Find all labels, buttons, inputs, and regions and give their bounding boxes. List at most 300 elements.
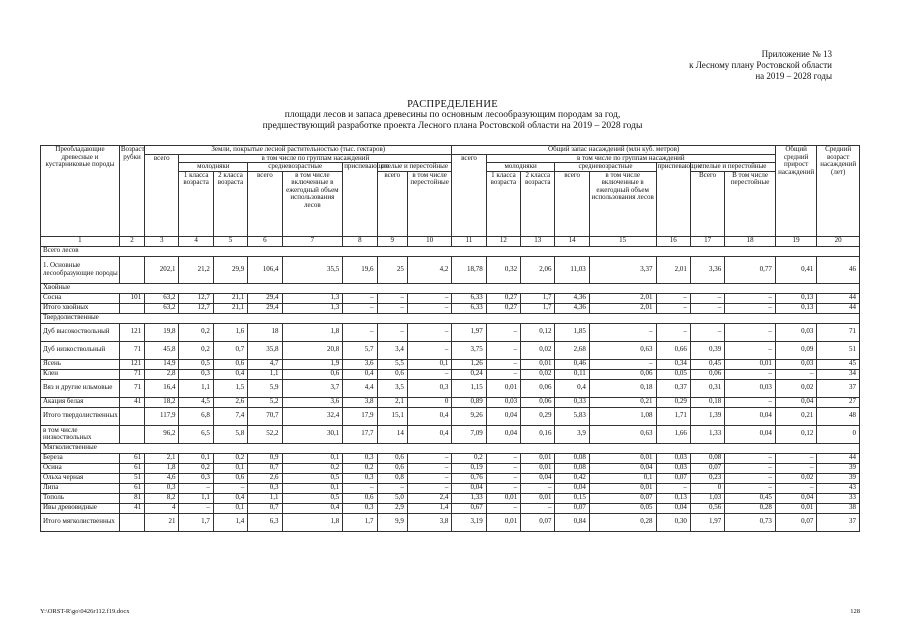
table-row [41,293,860,303]
table-cell: 2,6 [213,397,247,407]
header-area-young: молодняки [179,163,248,172]
table-cell: 0,04 [486,407,520,425]
table-cell: 41 [119,397,144,407]
title-line: площади лесов и запаса древесины по основным лесообразующим породам за год, [284,110,621,120]
column-number: 4 [179,236,213,246]
table-cell: 0,12 [775,425,816,443]
table-cell: 5,8 [213,425,247,443]
table-cell: 0,01 [486,513,520,531]
table-cell: 1,7 [179,513,213,531]
row-species-name: Итого мягколиственных [41,513,120,531]
table-cell: 2,68 [555,341,589,359]
table-cell: 0,3 [407,379,452,397]
table-row [41,359,860,369]
table-cell: 117,9 [145,407,179,425]
header-stock-mature: спелые и перестойные [690,163,775,172]
table-cell: – [690,303,724,313]
table-cell: 0,4 [343,369,377,379]
table-cell: – [725,341,776,359]
appendix-line: на 2019 – 2028 годы [755,71,832,81]
table-cell: 0,05 [656,369,690,379]
table-cell: 0,01 [521,463,555,473]
column-number: 1 [41,236,120,246]
row-species-name: Дуб высокоствольный [41,323,120,341]
table-cell: 0,13 [775,293,816,303]
table-cell: 0,04 [486,425,520,443]
table-cell: 0,04 [656,503,690,513]
table-cell: – [486,323,520,341]
table-cell: 1,97 [690,513,724,531]
table-cell: 3,4 [377,341,407,359]
table-row [41,323,860,341]
table-cell: 0,42 [555,473,589,483]
row-species-name: Липа [41,483,120,493]
table-cell: – [407,293,452,303]
footer-page-number: 128 [850,608,860,615]
table-cell: 0,06 [690,369,724,379]
table-row [41,483,860,493]
table-cell: 0,89 [452,397,486,407]
row-species-name: Клен [41,369,120,379]
table-cell: 0,07 [690,463,724,473]
header-avg-age: Средний возраст насаждений (лет) [817,146,860,237]
table-cell: 0,01 [486,493,520,503]
table-cell: 0,1 [213,463,247,473]
table-cell: 19,8 [145,323,179,341]
table-cell: 1,1 [179,379,213,397]
header-stock-class2: 2 класса возраста [521,171,555,236]
table-cell: 6,3 [248,513,282,531]
row-species-name: Итого хвойных [41,303,120,313]
table-cell: – [589,359,656,369]
table-row [41,425,860,443]
table-cell: 7,4 [213,407,247,425]
table-cell: – [725,323,776,341]
table-cell: 63,2 [145,293,179,303]
table-cell: 1,85 [555,323,589,341]
table-cell: 0,6 [343,493,377,503]
header-stock-included: в том числе включенные в ежегодный объем использования лесов [589,171,656,236]
header-stock-class1: 1 класса возраста [486,171,520,236]
table-cell: 1,7 [521,303,555,313]
table-cell: 0,04 [589,463,656,473]
table-cell: 71 [119,379,144,397]
table-cell: – [486,463,520,473]
table-cell: – [343,303,377,313]
table-cell: 0,01 [589,483,656,493]
section-row [41,283,860,293]
table-cell: 0,1 [282,453,343,463]
header-area-total: всего [145,154,179,236]
table-cell: 0,2 [452,453,486,463]
table-cell: – [486,483,520,493]
table-cell: – [407,483,452,493]
header-stock-overmature: В том числе перестойные [725,171,776,236]
table-cell: 4,4 [343,379,377,397]
table-cell: 1,5 [213,379,247,397]
table-cell: 0,01 [486,379,520,397]
table-cell: 0,05 [589,503,656,513]
table-cell: – [486,503,520,513]
table-cell: – [725,369,776,379]
table-cell: 0,08 [555,463,589,473]
column-number: 6 [248,236,282,246]
table-cell: 0,04 [775,493,816,503]
row-species-name: Итого твердолиственных [41,407,120,425]
table-cell: 52,2 [248,425,282,443]
table-cell: 1,1 [248,493,282,503]
table-cell: 0,1 [213,503,247,513]
table-cell: 0,7 [213,341,247,359]
table-cell: 0,2 [179,341,213,359]
table-cell: 1,1 [179,493,213,503]
column-number: 10 [407,236,452,246]
table-cell: 44 [817,293,860,303]
table-cell: 71 [119,369,144,379]
table-cell: 0,3 [343,503,377,513]
row-species-name: Акация белая [41,397,120,407]
table-cell: 14 [377,425,407,443]
table-cell: 39 [817,463,860,473]
table-cell: 121 [119,323,144,341]
table-cell: 0,4 [282,503,343,513]
table-cell: 0,2 [179,323,213,341]
table-cell: 0,01 [521,493,555,503]
table-cell: 4,2 [407,256,452,283]
table-row [41,341,860,359]
table-cell: 63,2 [145,303,179,313]
table-cell: – [343,293,377,303]
table-cell: 35,5 [282,256,343,283]
table-cell [119,407,144,425]
table-cell: 0,01 [725,359,776,369]
table-cell: 3,9 [555,425,589,443]
column-number: 7 [282,236,343,246]
table-cell: 18,78 [452,256,486,283]
table-cell: – [656,293,690,303]
table-cell: 30,1 [282,425,343,443]
table-cell: 17,7 [343,425,377,443]
table-cell: 0,13 [656,493,690,503]
header-area-included: в том числе включенные в ежегодный объем использования лесов [282,171,343,236]
table-cell: 0,6 [377,463,407,473]
table-row [41,407,860,425]
table-cell: 0,3 [145,483,179,493]
header-stock-by-groups: в том числе по группам насаждений [486,154,775,163]
table-cell: 0,1 [179,453,213,463]
table-cell: 0,28 [725,503,776,513]
table-row [41,473,860,483]
table-cell: 3,6 [282,397,343,407]
table-cell: – [486,453,520,463]
row-species-name: Ясень [41,359,120,369]
table-cell: 0,1 [282,483,343,493]
table-row [41,303,860,313]
header-stock-middle: средневозрастные [555,163,656,172]
table-cell: – [656,323,690,341]
table-cell: 0,7 [248,503,282,513]
table-cell: 12,7 [179,303,213,313]
table-cell: 0,2 [213,453,247,463]
table-cell: 17,9 [343,407,377,425]
table-cell: 8,2 [145,493,179,503]
table-cell: 0 [407,397,452,407]
table-cell: 0,03 [656,463,690,473]
table-cell: 0,2 [343,463,377,473]
table-cell: 0,37 [656,379,690,397]
table-cell: 0,11 [555,369,589,379]
table-cell [119,256,144,283]
table-cell: 2,01 [589,293,656,303]
row-species-name: в том числе низкоствольных [41,425,120,443]
table-cell: 70,7 [248,407,282,425]
row-species-name: Сосна [41,293,120,303]
table-cell: 4 [145,503,179,513]
table-cell: 29,4 [248,293,282,303]
column-number: 2 [119,236,144,246]
table-cell: 81 [119,493,144,503]
column-number: 11 [452,236,486,246]
table-row [41,397,860,407]
table-cell: 0,15 [555,493,589,503]
header-area-middle: средневозрастные [248,163,343,172]
header-area-overmature: в том числе перестойные [407,171,452,236]
table-cell: 1,9 [282,359,343,369]
table-cell: 0,4 [555,379,589,397]
appendix-line: к Лесному плану Ростовской области [689,60,832,70]
table-cell: 0,13 [775,303,816,313]
table-header [41,146,860,247]
table-cell: 33 [817,493,860,503]
table-cell: 51 [817,341,860,359]
table-cell: 0,2 [179,463,213,473]
table-cell: 101 [119,293,144,303]
table-cell: – [407,341,452,359]
table-cell: 6,33 [452,303,486,313]
table-cell: 1,33 [690,425,724,443]
table-cell: – [407,453,452,463]
row-species-name: Ольха черная [41,473,120,483]
column-number: 14 [555,236,589,246]
table-cell: 0,07 [555,503,589,513]
table-cell: – [407,303,452,313]
table-cell: 48 [817,407,860,425]
table-cell: – [589,323,656,341]
table-cell: 2,1 [145,453,179,463]
table-cell: 0,3 [179,473,213,483]
table-cell: 0,84 [555,513,589,531]
table-cell: – [775,483,816,493]
table-cell: 0,45 [725,493,776,503]
table-cell: 1,97 [452,323,486,341]
table-cell: 0,27 [486,303,520,313]
table-cell: 0,3 [179,369,213,379]
table-cell: 0,01 [589,453,656,463]
table-cell: 1,7 [521,293,555,303]
table-cell: 0,03 [725,379,776,397]
table-cell: 0,39 [690,341,724,359]
table-cell: 0,02 [775,473,816,483]
table-cell: 0,29 [656,397,690,407]
table-cell: 0,3 [343,473,377,483]
table-row [41,513,860,531]
table-cell: 1,33 [452,493,486,503]
row-species-name: Ивы древовидные [41,503,120,513]
table-cell: 0,18 [690,397,724,407]
table-cell: 3,19 [452,513,486,531]
table-row [41,256,860,283]
table-cell: 14,9 [145,359,179,369]
table-cell: 21,2 [179,256,213,283]
table-cell: – [521,503,555,513]
appendix-line: Приложение № 13 [761,49,832,59]
table-cell: 37 [817,513,860,531]
section-row [41,246,860,256]
table-cell: 0,03 [656,453,690,463]
table-cell: – [377,323,407,341]
table-cell: 1,8 [282,323,343,341]
table-cell: 0,4 [213,493,247,503]
table-cell: 19,6 [343,256,377,283]
table-cell: 0,4 [407,425,452,443]
table-cell: – [725,473,776,483]
table-cell: – [407,473,452,483]
table-cell: 0,45 [690,359,724,369]
table-cell: 0,04 [725,407,776,425]
table-cell: 71 [119,341,144,359]
table-cell: 2,9 [377,503,407,513]
table-cell: 0,07 [521,513,555,531]
table-cell: 0,32 [486,256,520,283]
section-label: Хвойные [41,283,860,293]
table-cell: 1,8 [282,513,343,531]
table-cell: 0,56 [690,503,724,513]
table-cell: 0,1 [407,359,452,369]
table-cell: 4,6 [145,473,179,483]
table-cell: – [343,323,377,341]
header-stock-group: Общий запас насаждений (млн куб. метров) [452,146,776,155]
table-cell: 0,03 [775,359,816,369]
table-cell: 1,3 [282,293,343,303]
table-cell: 121 [119,359,144,369]
table-cell: 0,29 [521,407,555,425]
table-cell: – [725,463,776,473]
table-cell: 0,63 [589,425,656,443]
table-cell: 0,01 [521,453,555,463]
table-cell: 5,7 [343,341,377,359]
header-area-middle-all: всего [248,171,282,236]
column-number: 20 [817,236,860,246]
table-cell: 44 [817,303,860,313]
table-cell: 1,7 [343,513,377,531]
table-cell: 61 [119,453,144,463]
table-cell: 61 [119,483,144,493]
footer-file-path: Y:\ORST-R\go\0426r112.f19.docx [40,608,130,615]
table-cell: 0,8 [377,473,407,483]
table-cell: 0,04 [555,483,589,493]
table-cell: 12,7 [179,293,213,303]
table-cell: 0,4 [407,407,452,425]
header-area-by-groups: в том числе по группам насаждений [179,154,452,163]
table-cell: 2,8 [145,369,179,379]
table-cell: 0,31 [690,379,724,397]
table-cell: 9,9 [377,513,407,531]
table-cell: 0,21 [775,407,816,425]
table-cell: – [486,341,520,359]
title-main: РАСПРЕДЕЛЕНИЕ [407,99,498,110]
table-cell: 0,6 [213,359,247,369]
row-species-name: Тополь [41,493,120,503]
row-species-name: Береза [41,453,120,463]
table-cell: 0,34 [656,359,690,369]
table-cell: 0,30 [656,513,690,531]
table-cell: 6,33 [452,293,486,303]
table-cell: 45 [817,359,860,369]
table-cell: 0,03 [775,323,816,341]
header-area-class1: 1 класса возраста [179,171,213,236]
table-cell: 1,8 [145,463,179,473]
table-cell: 3,37 [589,256,656,283]
table-cell: 3,8 [343,397,377,407]
table-cell: 5,9 [248,379,282,397]
table-cell: 1,08 [589,407,656,425]
table-cell: – [690,293,724,303]
column-number: 3 [145,236,179,246]
appendix-note [689,49,832,82]
table-cell: 0,09 [775,341,816,359]
table-cell: – [690,323,724,341]
table-cell: 1,6 [213,323,247,341]
table-cell: – [656,303,690,313]
table-cell: – [377,303,407,313]
table-cell: 0,07 [656,473,690,483]
table-cell: 0,01 [775,503,816,513]
table-cell: 0,06 [521,397,555,407]
table-cell: 9,26 [452,407,486,425]
table-cell [119,303,144,313]
table-cell: 0,16 [521,425,555,443]
table-cell: 0,6 [282,369,343,379]
table-cell: 71 [817,323,860,341]
table-cell: 1,66 [656,425,690,443]
table-cell: 0,04 [452,483,486,493]
table-cell: 0,9 [248,453,282,463]
header-stock-middle-all: всего [555,171,589,236]
table-cell: 18,2 [145,397,179,407]
table-cell: 1,71 [656,407,690,425]
table-cell: 0,06 [589,369,656,379]
table-cell: 15,1 [377,407,407,425]
table-cell: 0,7 [248,463,282,473]
table-row [41,379,860,397]
table-cell: 0,01 [521,359,555,369]
table-cell: 0,08 [555,453,589,463]
table-cell: – [179,503,213,513]
table-cell: 0,77 [725,256,776,283]
table-cell: 25 [377,256,407,283]
header-area-group: Земли, покрытые лесной растительностью (тыс. гектаров) [145,146,452,155]
table-row [41,369,860,379]
table-cell: 0,6 [213,473,247,483]
table-cell: 2,01 [589,303,656,313]
table-cell: 0 [817,425,860,443]
table-cell: 0,3 [343,453,377,463]
table-cell: 5,83 [555,407,589,425]
table-cell: – [725,483,776,493]
table-cell: 1,03 [690,493,724,503]
table-cell: 0,06 [521,379,555,397]
table-cell: 41 [119,503,144,513]
